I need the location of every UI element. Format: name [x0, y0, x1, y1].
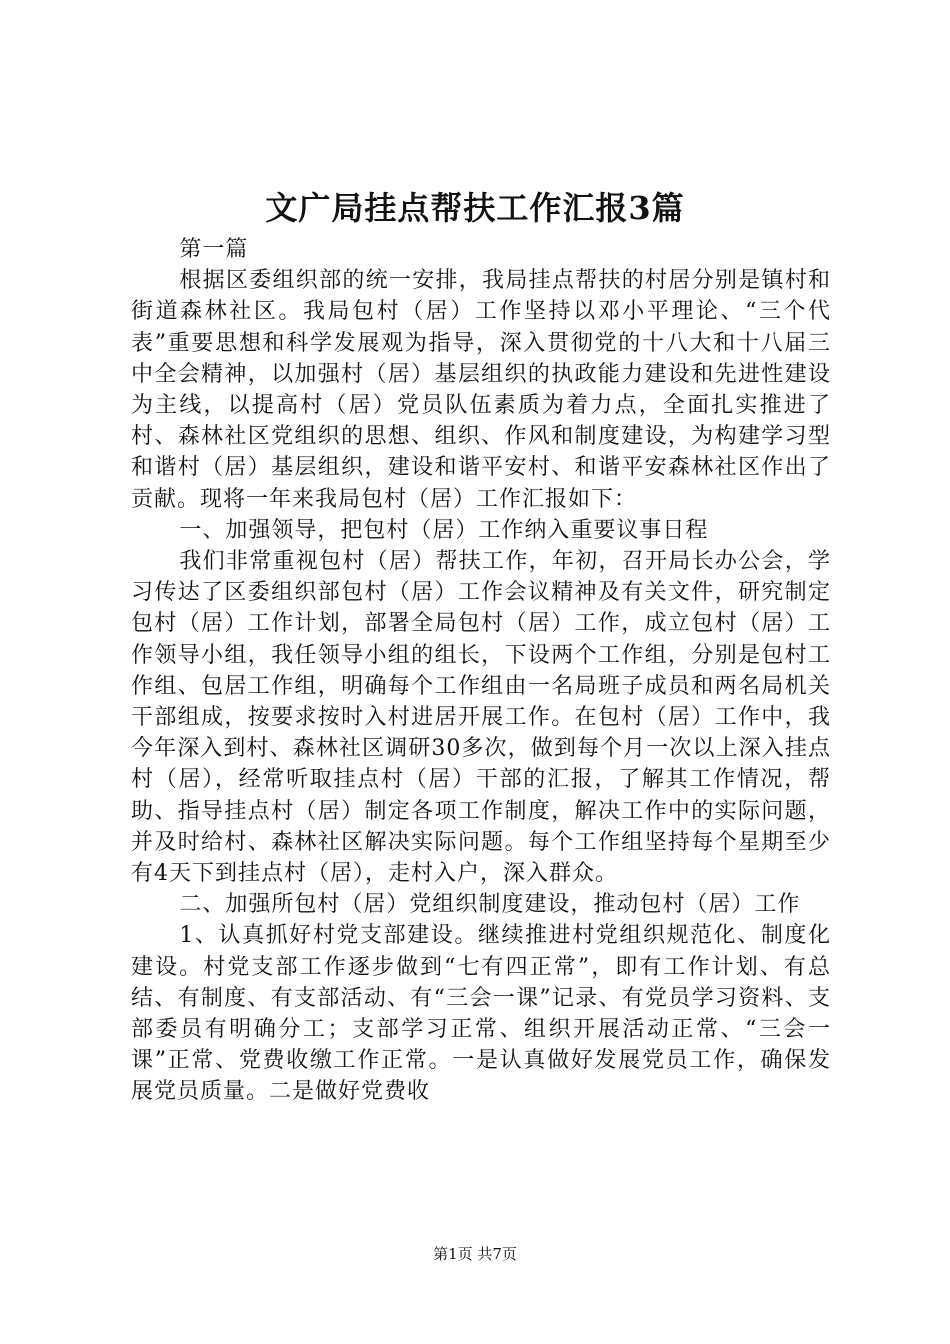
document-title: 文广局挂点帮扶工作汇报3篇	[265, 189, 685, 227]
paragraph-leadership: 我们非常重视包村（居）帮扶工作，年初，召开局长办公会，学习传达了区委组织部包村（居）工作会议精神及有关文件，研究制定包村（居）工作计划，部署全局包村（居）工作，成立包村（居）工作领导小组，我任领导小组的组长，下设两个工作组，分别是包村工作组、包居工作组，明确每个工作组由一名局班子成员和两名局机关干部组成，按要求按时入村进居开展工作。在包村（居）工作中，我今年深入到村、森林社区调研30多次，做到每个月一次以上深入挂点村（居），经常听取挂点村（居）干部的汇报，了解其工作情况，帮助、指导挂点村（居）制定各项工作制度，解决工作中的实际问题，并及时给村、森林社区解决实际问题。每个工作组坚持每个星期至少有4天下到挂点村（居），走村入户，深入群众。	[131, 549, 831, 887]
paragraph-party-branch: 1、认真抓好村党支部建设。继续推进村党组织规范化、制度化建设。村党支部工作逐步做到“七有四正常”，即有工作计划、有总结、有制度、有支部活动、有“三会一课”记录、有党员学习资料、支部委员有明确分工；支部学习正常、组织开展活动正常、“三会一课”正常、党费收缴工作正常。一是认真做好发展党员工作，确保发展党员质量。二是做好党费收	[131, 923, 831, 1105]
document-body	[131, 234, 831, 1108]
section-heading-first: 第一篇	[179, 237, 249, 262]
section-heading-2: 二、加强所包村（居）党组织制度建设，推动包村（居）工作	[179, 892, 801, 918]
intro-paragraph: 根据区委组织部的统一安排，我局挂点帮扶的村居分别是镇村和街道森林社区。我局包村（居）工作坚持以邓小平理论、“三个代表”重要思想和科学发展观为指导，深入贯彻党的十八大和十八届三中全会精神，以加强村（居）基层组织的执政能力建设和先进性建设为主线，以提高村（居）党员队伍素质为着力点，全面扎实推进了村、森林社区党组织的思想、组织、作风和制度建设，为构建学习型和谐村（居）基层组织，建设和谐平安村、和谐平安森林社区作出了贡献。现将一年来我局包村（居）工作汇报如下：	[131, 268, 831, 512]
section-heading-1: 一、加强领导，把包村（居）工作纳入重要议事日程	[179, 517, 709, 543]
page-footer: 第1页 共7页	[433, 1245, 517, 1263]
